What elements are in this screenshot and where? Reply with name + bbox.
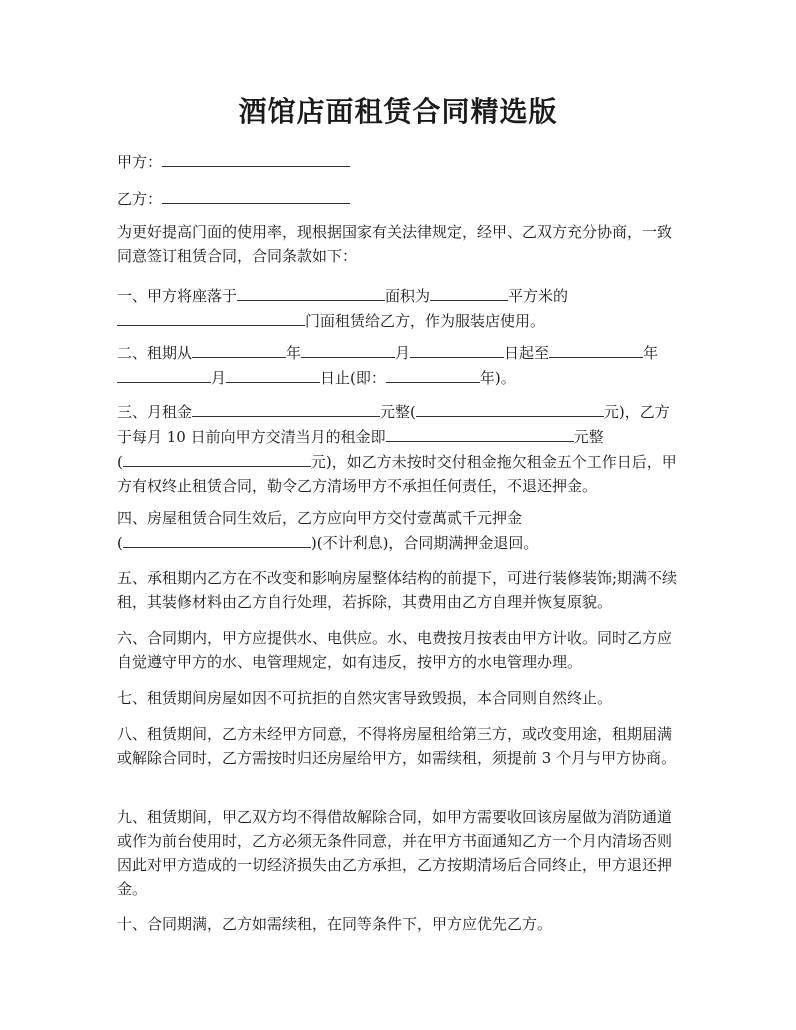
party-a-line: [117, 149, 682, 174]
party-a-blank: [162, 149, 350, 167]
clause-6: 六、合同期内，甲方应提供水、电供应。水、电费按月按表由甲方计收。同时乙方应自觉遵守甲方的水、电管理规定，如有违反，按甲方的水电管理办理。: [117, 629, 673, 671]
location-blank: [237, 283, 385, 301]
party-b-label: 乙方：: [117, 190, 163, 208]
clause-2: 二、租期从 年 月 日起至 年 月 日止(即： 年)。: [117, 340, 682, 390]
party-b-blank: [162, 186, 350, 204]
clause-4: 四、房屋租赁合同生效后，乙方应向甲方交付壹萬贰千元押金 ( )(不计利息)，合同期满押金退回。: [117, 509, 539, 552]
party-a-label: 甲方：: [117, 153, 163, 171]
storefront-blank: [117, 308, 305, 326]
document-title: 酒馆店面租赁合同精选版: [238, 95, 558, 128]
area-blank: [430, 283, 508, 301]
clause-7: 七、租赁期间房屋如因不可抗拒的自然灾害导致毁损，本合同则自然终止。: [117, 689, 613, 707]
clause-9: 九、租赁期间，甲乙双方均不得借故解除合同，如甲方需要收回该房屋做为消防通道或作为前台使用时，乙方必须无条件同意，并在甲方书面通知乙方一个月内清场否则因此对甲方造成的一切经济损失由乙方承担，乙方按期清场后合同终止，甲方退还押金。: [117, 808, 673, 898]
clause-1: 一、甲方将座落于 面积为 平方米的 门面租赁给乙方，作为服装店使用。: [117, 283, 682, 333]
intro-paragraph: 为更好提高门面的使用率，现根据国家有关法律规定，经甲、乙双方充分协商，一致同意签订租赁合同，合同条款如下：: [117, 223, 673, 265]
party-b-line: [117, 186, 682, 211]
clause-10: 十、合同期满，乙方如需续租，在同等条件下，甲方应优先乙方。: [117, 915, 553, 933]
clause-8: 八、租赁期间，乙方未经甲方同意，不得将房屋租给第三方，或改变用途，租期届满或解除合同时，乙方需按时归还房屋给甲方，如需续租，须提前 3 个月与甲方协商。: [117, 725, 677, 767]
clause-3: 三、月租金 元整( 元)，乙方于每月 10 日前向甲方交清当月的租金即 元整 ( 元)，如乙方未按时交付租金拖欠租金五个工作日后，甲方有权终止租赁合同，勒令乙方清场甲方不承担任何责任，不退还押金。: [117, 399, 682, 498]
clause-5: 五、承租期内乙方在不改变和影响房屋整体结构的前提下，可进行装修装饰;期满不续租，其装修材料由乙方自行处理，若拆除，其费用由乙方自理并恢复原貌。: [117, 569, 678, 611]
